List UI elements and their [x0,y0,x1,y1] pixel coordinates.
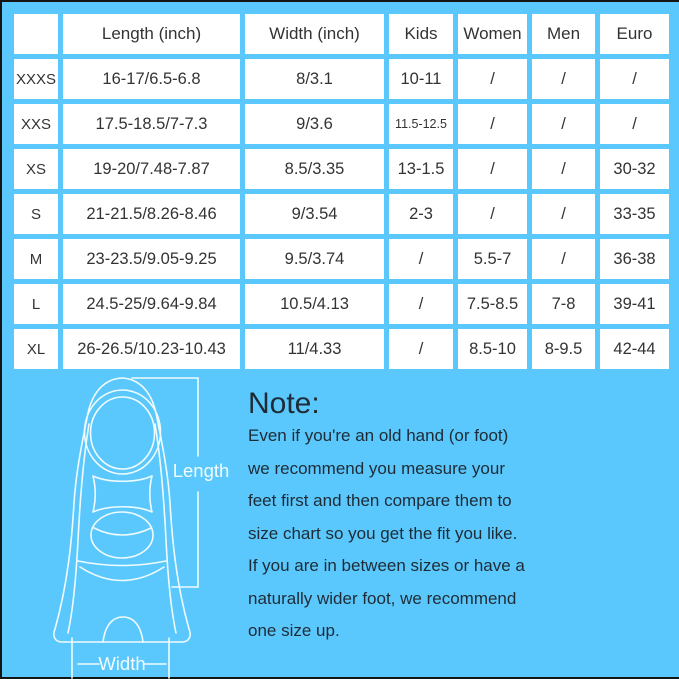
cell-xxxs-women: / [458,59,527,99]
cell-s-width: 9/3.54 [245,194,384,234]
cell-s-size: S [14,194,58,234]
cell-xxxs-length: 16-17/6.5-6.8 [63,59,240,99]
cell-xs-size: XS [14,149,58,189]
cell-l-euro: 39-41 [600,284,669,324]
cell-m-length: 23-23.5/9.05-9.25 [63,239,240,279]
note-block [248,388,668,648]
col-header-women: Women [458,14,527,54]
cell-xs-men: / [532,149,595,189]
cell-m-euro: 36-38 [600,239,669,279]
cell-l-kids: / [389,284,453,324]
cell-xxs-men: / [532,104,595,144]
col-header-blank [14,14,58,54]
size-chart-table [14,14,669,369]
cell-xs-length: 19-20/7.48-7.87 [63,149,240,189]
note-line: one size up. [248,621,340,640]
cell-xl-length: 26-26.5/10.23-10.43 [63,329,240,369]
cell-xs-width: 8.5/3.35 [245,149,384,189]
col-header-width: Width (inch) [245,14,384,54]
cell-l-men: 7-8 [532,284,595,324]
cell-xxs-length: 17.5-18.5/7-7.3 [63,104,240,144]
cell-l-size: L [14,284,58,324]
note-heading: Note: [248,387,320,420]
cell-l-women: 7.5-8.5 [458,284,527,324]
cell-xxxs-width: 8/3.1 [245,59,384,99]
length-dimension-label: Length [172,460,230,481]
cell-xl-kids: / [389,329,453,369]
note-line: we recommend you measure your [248,458,506,478]
cell-l-width: 10.5/4.13 [245,284,384,324]
cell-m-women: 5.5-7 [458,239,527,279]
note-line: If you are in between sizes or have a [248,556,525,575]
note-line: size chart so you get the fit you like. [248,523,518,543]
cell-xs-women: / [458,149,527,189]
cell-xxs-women: / [458,104,527,144]
cell-s-kids: 2-3 [389,194,453,234]
cell-m-kids: / [389,239,453,279]
cell-xl-size: XL [14,329,58,369]
col-header-kids: Kids [389,14,453,54]
cell-m-size: M [14,239,58,279]
cell-l-length: 24.5-25/9.64-9.84 [63,284,240,324]
swim-fin-outline-icon [2,372,242,679]
cell-xxxs-euro: / [600,59,669,99]
width-dimension-label: Width [98,653,146,674]
cell-xl-men: 8-9.5 [532,329,595,369]
note-line: feet first and then compare them to [248,491,512,510]
cell-xxs-size: XXS [14,104,58,144]
cell-xxxs-kids: 10-11 [389,59,453,99]
cell-xs-kids: 13-1.5 [389,149,453,189]
cell-xxxs-men: / [532,59,595,99]
cell-xl-width: 11/4.33 [245,329,384,369]
fin-measurement-diagram [2,372,242,679]
cell-xl-euro: 42-44 [600,329,669,369]
note-line: Even if you're an old hand (or foot) [248,426,509,445]
cell-xxs-euro: / [600,104,669,144]
col-header-euro: Euro [600,14,669,54]
cell-s-men: / [532,194,595,234]
cell-s-women: / [458,194,527,234]
cell-xxxs-size: XXXS [14,59,58,99]
cell-s-length: 21-21.5/8.26-8.46 [63,194,240,234]
cell-xs-euro: 30-32 [600,149,669,189]
note-line: naturally wider foot, we recommend [248,588,517,608]
col-header-men: Men [532,14,595,54]
cell-xxs-kids: 11.5-12.5 [389,104,453,144]
cell-xl-women: 8.5-10 [458,329,527,369]
cell-s-euro: 33-35 [600,194,669,234]
cell-xxs-width: 9/3.6 [245,104,384,144]
cell-m-men: / [532,239,595,279]
cell-m-width: 9.5/3.74 [245,239,384,279]
col-header-length: Length (inch) [63,14,240,54]
